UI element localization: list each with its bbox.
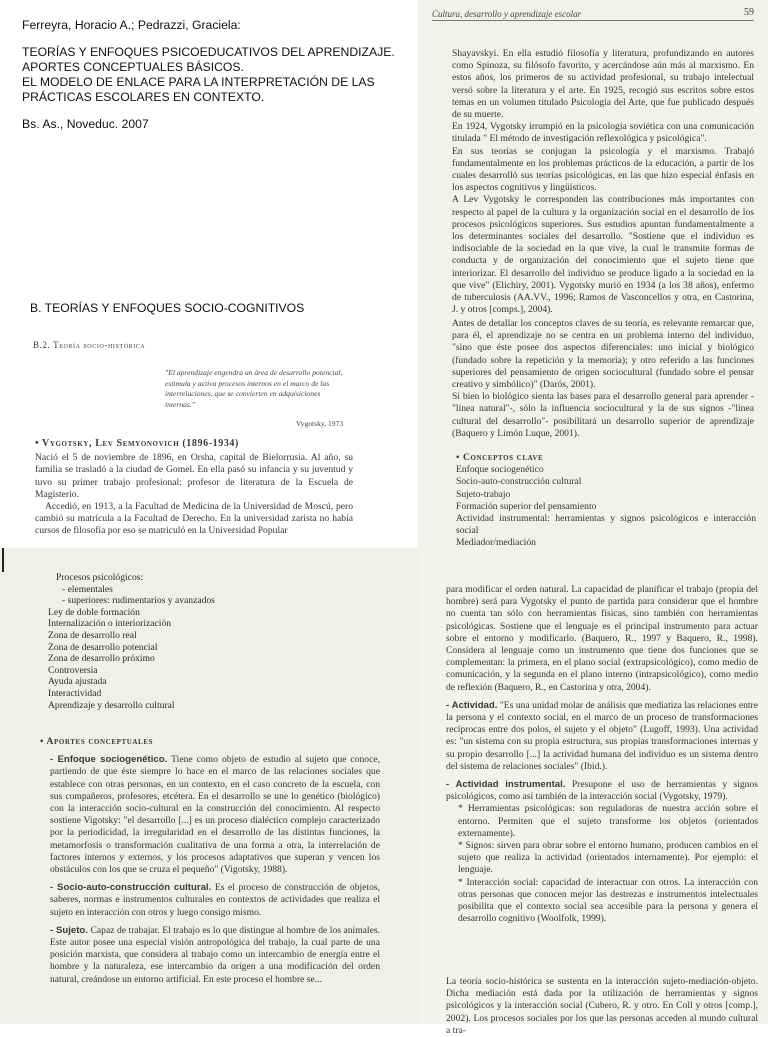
vygotsky-text-2: Accedió, en 1913, a la Facultad de Medicina de la Universidad de Moscú, pero cambió su matrícula a la Facultad de Derecho. En la universidad zarista no había cursos de filosofía por eso se matriculó en la Universidad Popular — [35, 501, 353, 537]
concept-item: Formación superior del pensamiento — [456, 500, 597, 512]
sub-item-tools: * Herramientas psicológicas: son reguladoras de nuestra acción sobre el entorno. Permiten que el sujeto transforme los objetos (orientados externamente). — [458, 803, 758, 839]
list-item: - superiores: rudimentarios y avanzados — [62, 595, 215, 607]
entry-title: - Actividad. — [446, 699, 498, 711]
entry-title: - Enfoque sociogenético. — [50, 754, 168, 766]
concept-item: Mediador/mediación — [456, 537, 536, 549]
entry-text: Presupone el uso de herramientas y signos psicológicos, como así también de la interacción social (Vygotsky, 1979). — [446, 779, 759, 803]
closing-paragraph — [446, 976, 758, 1037]
list-item: Ayuda ajustada — [48, 676, 107, 688]
list-item: Zona de desarrollo potencial — [48, 641, 158, 653]
vygotsky-bio — [35, 438, 353, 538]
bio-paragraph-3: En sus teorías se conjugan la psicología y el marxismo. Trabajó fundamentalmente en los problemas prácticos de la educación, a partir de los cuales desarrolló sus teorías psicológicas, en las que hizo especial énfasis en los aspectos cognitivos y lingüísticos. — [452, 145, 754, 194]
bottom-left-page — [0, 548, 418, 1024]
concept-item: Actividad instrumental: herramientas y signos psicológicos e interacción social — [456, 513, 756, 537]
list-item: Controversia — [48, 664, 98, 676]
top-left-page — [0, 0, 418, 548]
section-heading: B. TEORÍAS Y ENFOQUES SOCIO-COGNITIVOS — [30, 301, 305, 315]
concept-item: Sujeto-trabajo — [456, 488, 511, 500]
sub-item-social-interaction: * Interacción social: capacidad de interactuar con otros. La interacción con otras personas que conocen mejor las destrezas e instrumentos intelectuales posibilita que el contexto social sea accesible para la persona y genera el desarrollo cognitivo (Woolfolk, 1999). — [458, 876, 758, 925]
bottom-right-page — [418, 548, 768, 1036]
entry-text: Capaz de trabajar. El trabajo es lo que distingue al hombre de los animales. Este autor posee una especial visión antropológica del trabajo, la cual parte de una posición marxista, que considera al trabajo como un intercambio de energía entre el hombre y la naturaleza, ese intercambio da origen a una modificación del orden natural, creándose un entorno artificial. En este proceso el hombre se... — [50, 924, 380, 985]
concepts-heading: • Conceptos clave — [456, 452, 544, 463]
concepts-list — [456, 464, 756, 549]
scan-margin-mark — [2, 548, 4, 572]
key-concepts — [456, 452, 756, 550]
list-item: - elementales — [62, 583, 113, 595]
entry-activity — [446, 700, 758, 773]
list-item: Zona de desarrollo próximo — [48, 653, 155, 665]
epigraph-author: Vygotsky, 1973 — [296, 419, 344, 428]
subsection-title: B.2. Teoría socio-histórica — [33, 340, 146, 350]
epigraph-quote: "El aprendizaje engendra un área de desarrollo potencial, estimula y activa procesos internos en el marco de las interrelaciones, que se convierten en adquisiciones internas." — [165, 368, 343, 409]
theory-paragraph-1: Antes de detallar los conceptos claves de su teoría, es relevante remarcar que, para él, el aprendizaje no se centra en un problema interno del individuo, "sino que éste posee dos aspectos diferenciales: uno inicial y biológico (fundado sobre la repetición y la memoria); y otro referido a las funciones superiores del pensamiento de origen sociocultural (fundado sobre el pensar creativo y simbólico)" (Darós, 2001). — [452, 318, 754, 391]
list-item: Interactividad — [48, 687, 102, 699]
authors-line: Ferreyra, Horacio A.; Pedrazzi, Graciela: — [22, 18, 241, 32]
concept-item: Enfoque sociogenético — [456, 464, 544, 476]
activity-section — [446, 584, 758, 925]
entry-sociogenetic — [40, 754, 380, 876]
list-item: Aprendizaje y desarrollo cultural — [48, 699, 175, 711]
entry-text: "Es una unidad molar de análisis que mediatiza las relaciones entre la persona y el contexto social, en el marco de un proceso de transformaciones recíprocas entre dos polos, el sujeto y el objeto" (Lugoff, 1993). Una actividad es: "un sistema con su propia estructura, sus propias transformaciones internas y su propio desarrollo [...] la actividad humana del individuo es un sistema dentro del sistema de relaciones sociales" (Ibid.). — [446, 699, 758, 772]
title-line-2: APORTES CONCEPTUALES BÁSICOS. — [22, 60, 244, 74]
conceptual-contributions — [40, 736, 380, 986]
entry-text: Tiene como objeto de estudio al sujeto que conoce, partiendo de que éste siempre lo hace en el marco de las relaciones sociales que establece con otras personas, en un contexto, en el caso concreto de la escuela, con sus compañeros, profesores, etcétera. En el desarrollo se une lo genético (biológico) con la interacción socio-cultural en la construcción del conocimiento. Al respecto sostiene Vigotsky: "el desarrollo [...] es un proceso dialéctico complejo caracterizado por la periodicidad, la irregularidad en el desarrollo de las distintas funciones, la metamorfosis o transformación cualitativa de una forma a otra, la interrelación de factores internos y externos, y los procesos adaptativos que superan y vencen los obstáculos con los que se cruza el pequeño" (Vigotsky, 1988). — [50, 754, 380, 876]
list-item: Ley de doble formación — [48, 606, 140, 618]
top-right-page — [418, 0, 768, 548]
list-item: Internalización o interiorización — [48, 618, 172, 630]
list-item: Zona de desarrollo real — [48, 629, 137, 641]
biography-continuation — [452, 48, 754, 316]
entry-instrumental-activity — [446, 779, 758, 803]
entry-text: Es el proceso de construcción de objetos, saberes, normas e instrumentos culturales en contextos de actividades que realiza el sujeto en interacción con otros y luego consigo mismo. — [50, 882, 381, 918]
title-line-3: EL MODELO DE ENLACE PARA LA INTERPRETACIÓN DE LAS — [22, 75, 375, 89]
theory-intro — [452, 318, 754, 440]
bio-paragraph-1: Shayavskyi. En ella estudió filosofía y literatura, profundizando en autores como Spinoza, su filósofo favorito, y acercándose aún más al marxismo. En estos años, los primeros de su actividad profesional, su trabajo intelectual versó sobre la literatura y el arte. En 1925, recogió sus escritos sobre estos temas en un volumen titulado Psicología del Arte, que fue publicado después de su muerte. — [452, 48, 754, 121]
aportes-heading: • Aportes conceptuales — [40, 736, 154, 747]
bio-paragraph-4: A Lev Vygotsky le corresponden las contribuciones más importantes con respecto al papel de la cultura y la organización social en el desarrollo de los procesos psicológicos superiores. Sus estudios apuntan fundamentalmente a los determinantes sociales del desarrollo. "Sostiene que el individuo es indisociable de la sociedad en la que vive, la cual le transmite formas de conducta y de organización del conocimiento que el sujeto tiene que interiorizar. El desarrollo del individuo se produce ligado a la sociedad en la que vive" (Elichiry, 2001). Vygotsky murió en 1934 (a los 38 años), enfermo de tuberculosis (AA.VV., 1996; Ramos de Vasconcellos y otra, en Castorina, J. y otros [comps.], 2004). — [452, 194, 754, 316]
page-number: 59 — [744, 7, 754, 18]
closing-text: La teoría socio-histórica se sustenta en la interacción sujeto-mediación-objeto. Dicha mediación está dada por la utilización de herramientas y signos psicológicos y la interacción social (Cubero, R. y otro. En Coll y otros [comp.], 2002). Los procesos sociales por los que las personas acceden al mundo cultural a tra- — [446, 976, 758, 1036]
theory-paragraph-2: Si bien lo biológico sienta las bases para el desarrollo general para aprender - "línea natural"-, sólo la influencia sociocultural y la de sus signos -"línea cultural del desarrollo"- posibilitará un desarrollo superior de aprendizaje (Baquero y Limón Luque, 2001). — [452, 391, 754, 439]
bio-paragraph-2: En 1924, Vygotsky irrumpió en la psicología soviética con una comunicación titulada " El método de investigación reflexológica y psicológica". — [452, 121, 754, 145]
running-header-title: Cultura, desarrollo y aprendizaje escolar — [432, 9, 582, 19]
concept-continuation-list — [48, 572, 378, 711]
title-line-1: TEORÍAS Y ENFOQUES PSICOEDUCATIVOS DEL APRENDIZAJE. — [22, 45, 395, 59]
vygotsky-heading: • Vygotsky, Lev Semyonovich (1896-1934) — [35, 438, 239, 449]
publisher-line: Bs. As., Noveduc. 2007 — [22, 117, 149, 131]
concept-item: Socio-auto-construcción cultural — [456, 476, 582, 488]
vygotsky-text: Nació el 5 de noviembre de 1896, en Orsha, capital de Bielorrusia. Al año, su familia se trasladó a la ciudad de Gomel. En ella pasó su infancia y su juventud y tuvo su primer trabajo profesional: profesor de literatura de la Escuela de Magisterio. — [35, 452, 353, 500]
entry-title: - Actividad instrumental. — [446, 779, 566, 791]
entry-subject — [40, 925, 380, 986]
sub-item-signs: * Signos: sirven para obrar sobre el entorno humano, producen cambios en el sujeto que realiza la actividad (orientados internamente). Por ejemplo: el lenguaje. — [458, 840, 758, 876]
language-paragraph: para modificar el orden natural. La capacidad de planificar el trabajo (propia del hombre) será para Vygotsky el punto de partida para considerar que el hombre no cuenta tan sólo con herramientas físicas, sino también con herramientas psicológicas. Sostiene que el lenguaje es el principal instrumento para actuar sobre el entorno y modificarlo. (Baquero, R., 1997 y Baquero, R., 1998). Considera al lenguaje como un instrumento que tiene dos funciones que se complementan: la primera, en el plano social (extrapsicológico), como medio de comunicación, y la segunda en el plano interno (intrapsicológico), como medio de reflexión (Baquero, R., en Castorina y otra, 2004). — [446, 584, 758, 693]
entry-socio-auto-construction — [40, 882, 380, 919]
entry-title: - Socio-auto-construcción cultural. — [50, 882, 212, 894]
entry-title: - Sujeto. — [50, 924, 88, 936]
running-header — [432, 9, 754, 21]
bibliographic-reference — [22, 18, 402, 132]
title-line-4: PRÁCTICAS ESCOLARES EN CONTEXTO. — [22, 90, 265, 104]
list-item: Procesos psicológicos: — [56, 572, 144, 583]
